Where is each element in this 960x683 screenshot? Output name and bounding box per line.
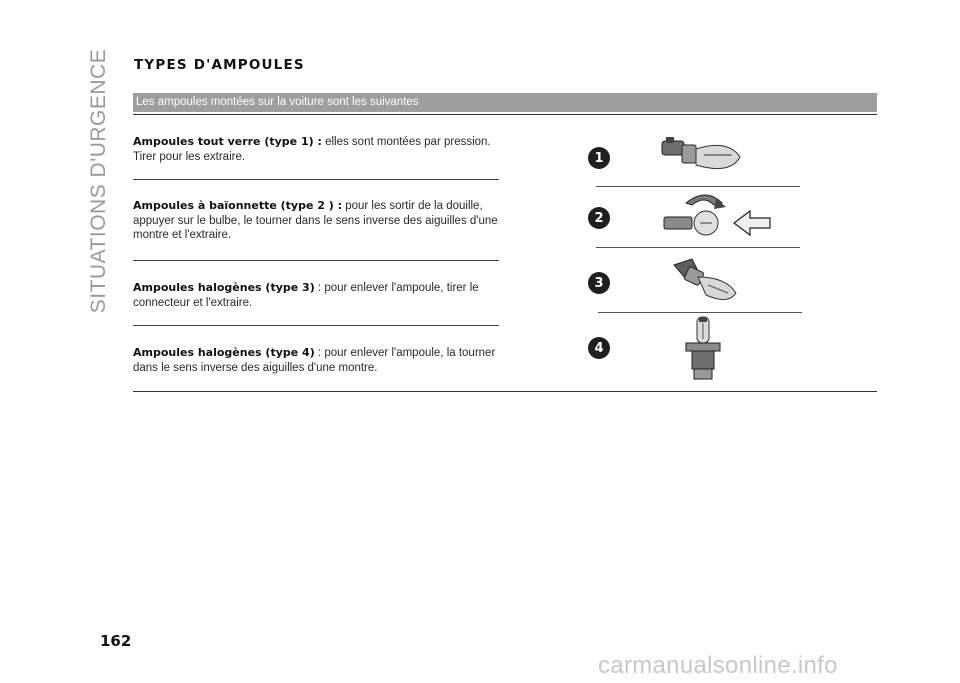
bulb-row-2 xyxy=(588,187,806,249)
bulb-row-1 xyxy=(588,125,806,187)
banner-divider xyxy=(133,114,877,115)
bulb-type-1-text: elles sont montées par pression. Tirer pour les extraire. xyxy=(133,136,491,163)
bayonet-bulb-icon xyxy=(656,189,776,245)
bulb-type-1-description xyxy=(133,135,503,164)
divider-1 xyxy=(133,179,499,180)
page-title: TYPES D'AMPOULES xyxy=(134,57,305,73)
bulb-type-4-description xyxy=(133,346,503,375)
section-banner: Les ampoules montées sur la voiture sont les suivantes xyxy=(133,93,877,112)
halogen-h11-bulb-icon xyxy=(678,315,728,381)
bulb-type-4-text: : pour enlever l'ampoule, la tourner dans le sens inverse des aiguilles d'une montre. xyxy=(133,347,496,374)
bulb-row-4 xyxy=(588,313,806,375)
bulb-type-3-description xyxy=(133,281,503,310)
divider-3 xyxy=(133,325,499,326)
bulb-type-2-heading: Ampoules à baïonnette (type 2 ) : xyxy=(133,199,343,212)
chapter-side-title: SITUATIONS D'URGENCE xyxy=(87,48,111,314)
divider-2 xyxy=(133,260,499,261)
bulb-type-2-description xyxy=(133,199,503,243)
number-badge-2: 2 xyxy=(588,207,610,229)
bulb-row-3 xyxy=(588,249,806,311)
wedge-bulb-icon xyxy=(658,133,768,181)
page-number: 162 xyxy=(100,632,132,650)
bulb-type-4-heading: Ampoules halogènes (type 4) xyxy=(133,346,315,359)
watermark-text: carmanualsonline.info xyxy=(598,652,838,679)
bottom-divider xyxy=(133,391,877,392)
bulb-type-3-heading: Ampoules halogènes (type 3) xyxy=(133,281,315,294)
number-badge-3: 3 xyxy=(588,272,610,294)
bulb-type-1-heading: Ampoules tout verre (type 1) : xyxy=(133,135,322,148)
number-badge-1: 1 xyxy=(588,147,610,169)
number-badge-4: 4 xyxy=(588,337,610,359)
bulb-type-3-text: : pour enlever l'ampoule, tirer le connecteur et l'extraire. xyxy=(133,282,479,309)
bulb-row-2-divider xyxy=(596,247,800,248)
bulb-type-2-text: pour les sortir de la douille, appuyer sur le bulbe, le tourner dans le sens inverse des aiguilles d'une montre et l'extraire. xyxy=(133,200,498,241)
halogen-bulb-icon xyxy=(668,255,748,307)
